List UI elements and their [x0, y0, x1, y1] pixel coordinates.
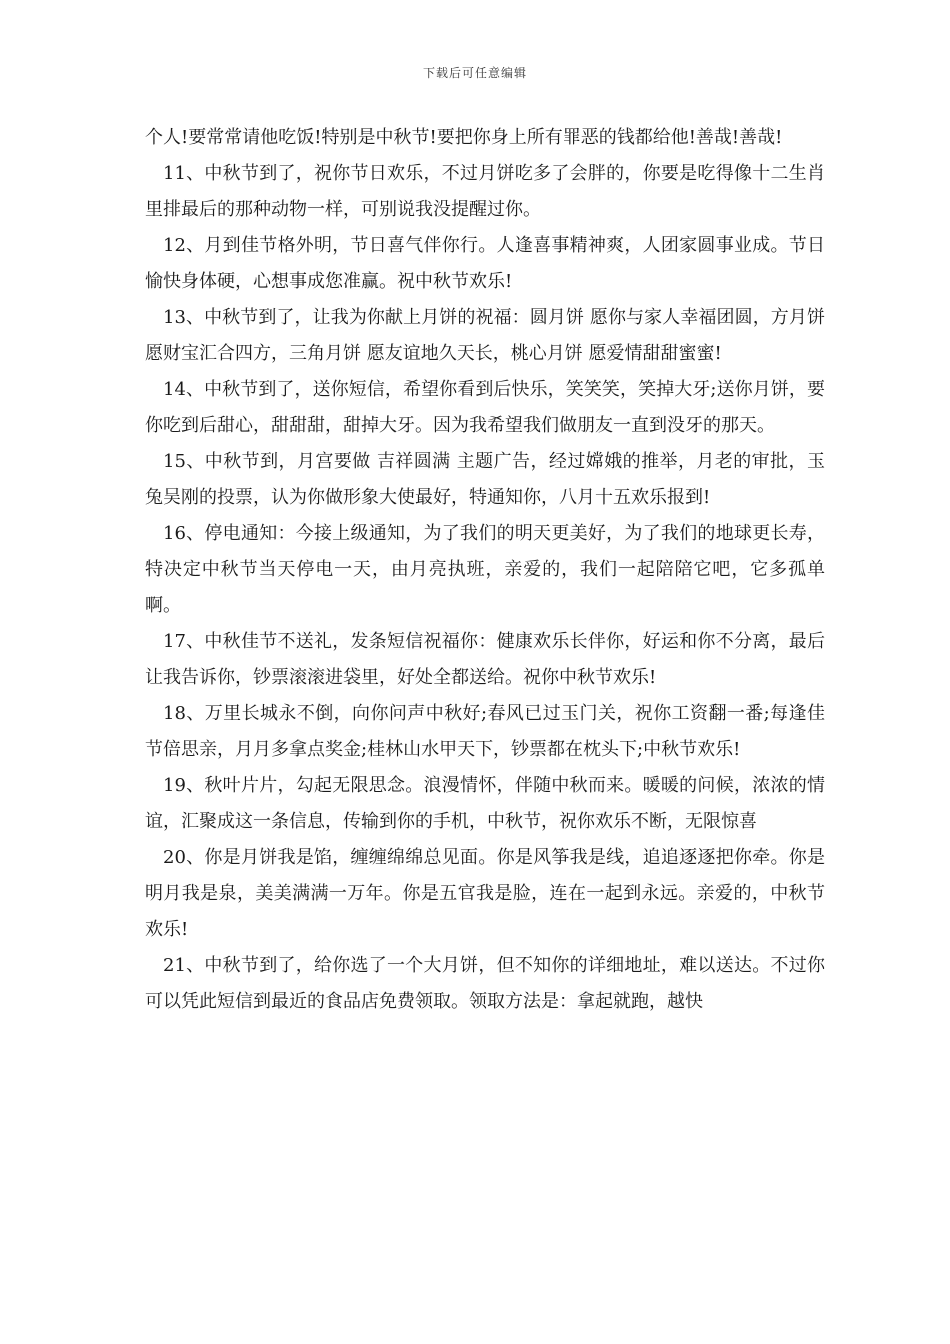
- document-body: [145, 120, 825, 1020]
- paragraph-13: 13、中秋节到了，让我为你献上月饼的祝福：圆月饼 愿你与家人幸福团圆，方月饼 愿财宝汇合四方，三角月饼 愿友谊地久天长，桃心月饼 愿爱情甜甜蜜蜜!: [145, 307, 825, 364]
- paragraph-15: 15、中秋节到，月宫要做 吉祥圆满 主题广告，经过嫦娥的推举，月老的审批，玉兔吴刚的投票，认为你做形象大使最好，特通知你，八月十五欢乐报到!: [145, 451, 825, 508]
- paragraph-18: 18、万里长城永不倒，向你问声中秋好;春风已过玉门关，祝你工资翻一番;每逢佳节倍思亲，月月多拿点奖金;桂林山水甲天下，钞票都在枕头下;中秋节欢乐!: [145, 703, 825, 760]
- paragraph-14: 14、中秋节到了，送你短信，希望你看到后快乐，笑笑笑，笑掉大牙;送你月饼，要你吃到后甜心，甜甜甜，甜掉大牙。因为我希望我们做朋友一直到没牙的那天。: [145, 379, 825, 436]
- paragraph-continuation: 个人!要常常请他吃饭!特别是中秋节!要把你身上所有罪恶的钱都给他!善哉!善哉!: [145, 127, 783, 148]
- page-header: 下载后可任意编辑: [422, 66, 527, 80]
- paragraph-16: 16、停电通知：今接上级通知，为了我们的明天更美好，为了我们的地球更长寿，特决定中秋节当天停电一天，由月亮执班，亲爱的，我们一起陪陪它吧，它多孤单啊。: [145, 523, 825, 616]
- paragraph-21: 21、中秋节到了，给你选了一个大月饼，但不知你的详细地址，难以送达。不过你可以凭此短信到最近的食品店免费领取。领取方法是：拿起就跑，越快: [145, 955, 825, 1012]
- paragraph-19: 19、秋叶片片，勾起无限思念。浪漫情怀，伴随中秋而来。暖暖的问候，浓浓的情谊，汇聚成这一条信息，传输到你的手机，中秋节，祝你欢乐不断，无限惊喜: [145, 775, 825, 832]
- paragraph-11: 11、中秋节到了，祝你节日欢乐，不过月饼吃多了会胖的，你要是吃得像十二生肖里排最后的那种动物一样，可别说我没提醒过你。: [145, 163, 825, 220]
- paragraph-12: 12、月到佳节格外明，节日喜气伴你行。人逢喜事精神爽，人团家圆事业成。节日愉快身体硬，心想事成您准赢。祝中秋节欢乐!: [145, 235, 825, 292]
- paragraph-17: 17、中秋佳节不送礼，发条短信祝福你：健康欢乐长伴你，好运和你不分离，最后让我告诉你，钞票滚滚进袋里，好处全都送给。祝你中秋节欢乐!: [145, 631, 825, 688]
- paragraph-20: 20、你是月饼我是馅，缠缠绵绵总见面。你是风筝我是线，追追逐逐把你牵。你是明月我是泉，美美满满一万年。你是五官我是脸，连在一起到永远。亲爱的，中秋节欢乐!: [145, 847, 825, 940]
